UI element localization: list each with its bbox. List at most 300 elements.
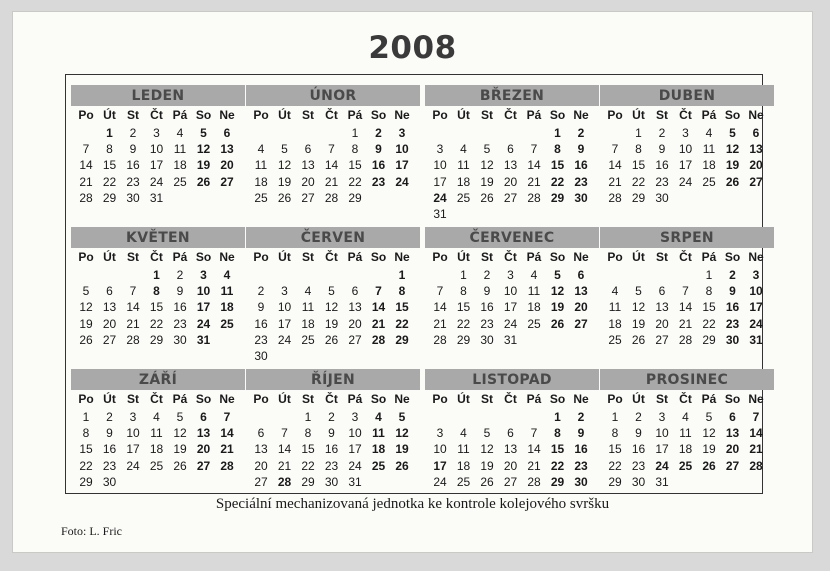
day-cell: 18: [149, 442, 164, 457]
month-name: BŘEZEN: [425, 85, 599, 106]
day-cell: 26: [725, 174, 740, 189]
day-cell: 29: [348, 190, 362, 205]
weekday-label: Čt: [150, 108, 163, 122]
day-cell: 16: [655, 158, 669, 173]
weekday-label: Pá: [347, 250, 363, 264]
weekday-label: Ne: [394, 392, 410, 406]
day-cell: 7: [436, 284, 444, 299]
day-cell: 3: [682, 126, 689, 140]
day-cell: 22: [79, 458, 93, 473]
day-cell: 12: [702, 426, 716, 441]
month-6: [246, 227, 420, 366]
day-cell: 20: [503, 458, 518, 473]
day-cell: 28: [371, 332, 386, 347]
weekday-label: Čt: [150, 392, 163, 406]
month-9: [71, 369, 245, 508]
day-cell: 10: [655, 426, 669, 441]
weekday-label: So: [370, 250, 387, 264]
weekday-label: Čt: [325, 250, 338, 264]
day-cell: 17: [655, 442, 669, 457]
day-cell: 3: [398, 126, 406, 140]
day-cell: 27: [655, 332, 669, 347]
day-cell: 26: [173, 458, 187, 473]
day-cell: 6: [658, 284, 666, 299]
day-cell: 11: [457, 442, 470, 457]
weekday-label: St: [656, 108, 668, 122]
day-cell: 1: [705, 268, 713, 282]
day-cell: 25: [456, 474, 471, 489]
month-12: [600, 369, 774, 508]
day-cell: 17: [277, 316, 292, 331]
day-cell: 21: [433, 316, 447, 331]
day-cell: 29: [149, 332, 164, 347]
day-cell: 3: [507, 268, 514, 282]
day-cell: 23: [254, 332, 268, 347]
day-cell: 17: [395, 158, 409, 173]
day-cell: 12: [480, 158, 494, 173]
month-8: [600, 227, 774, 366]
day-cell: 30: [725, 332, 740, 347]
day-cell: 24: [433, 190, 447, 205]
day-cell: 6: [729, 410, 736, 424]
day-cell: 16: [126, 158, 140, 173]
day-cell: 7: [82, 142, 90, 157]
day-cell: 18: [371, 442, 386, 457]
weekday-label: Út: [632, 392, 645, 406]
day-cell: 8: [82, 426, 90, 441]
day-cell: 19: [395, 442, 409, 457]
day-cell: 23: [725, 316, 740, 331]
day-cell: 5: [705, 410, 713, 424]
weekday-label: St: [656, 250, 668, 264]
day-cell: 22: [348, 174, 362, 189]
weekday-label: Út: [103, 250, 116, 264]
day-cell: 4: [375, 410, 382, 424]
day-cell: 1: [554, 126, 561, 140]
day-cell: 29: [608, 474, 622, 489]
day-cell: 2: [729, 268, 736, 282]
day-cell: 6: [223, 126, 231, 140]
day-cell: 2: [658, 126, 666, 140]
day-cell: 20: [254, 458, 268, 473]
day-cell: 6: [351, 284, 359, 299]
day-cell: 9: [176, 284, 184, 299]
day-cell: 1: [351, 126, 359, 140]
day-cell: 22: [550, 174, 565, 189]
weekday-label: So: [549, 392, 566, 406]
day-cell: 13: [503, 158, 518, 173]
day-cell: 11: [220, 284, 234, 299]
weekday-label: Pá: [172, 108, 188, 122]
weekday-label: St: [481, 108, 493, 122]
day-cell: 11: [679, 426, 692, 441]
day-cell: 5: [82, 284, 90, 299]
day-cell: 29: [631, 190, 646, 205]
day-cell: 21: [126, 316, 140, 331]
day-cell: 16: [254, 316, 268, 331]
day-cell: 6: [507, 142, 514, 157]
day-cell: 26: [395, 458, 409, 473]
day-cell: 15: [631, 158, 646, 173]
day-cell: 1: [554, 410, 561, 424]
day-cell: 14: [126, 300, 140, 315]
weekday-label: St: [302, 108, 314, 122]
weekday-label: Čt: [325, 392, 338, 406]
day-cell: 9: [257, 300, 265, 315]
day-cell: 4: [460, 142, 467, 157]
day-cell: 6: [577, 268, 585, 282]
month-5: [71, 227, 245, 366]
day-cell: 19: [550, 300, 565, 315]
day-cell: 25: [301, 332, 315, 347]
day-cell: 13: [749, 142, 763, 157]
day-cell: 22: [102, 174, 117, 189]
day-cell: 27: [503, 190, 518, 205]
day-cell: 25: [527, 316, 541, 331]
day-cell: 26: [196, 174, 211, 189]
day-cell: 2: [375, 126, 382, 140]
day-cell: 20: [655, 316, 669, 331]
day-cell: 28: [433, 332, 447, 347]
day-cell: 25: [220, 316, 234, 331]
day-cell: 2: [328, 410, 335, 424]
day-cell: 26: [79, 332, 93, 347]
day-cell: 27: [348, 332, 362, 347]
day-cell: 10: [503, 284, 518, 299]
day-cell: 31: [196, 332, 211, 347]
day-cell: 9: [658, 142, 666, 157]
day-cell: 14: [433, 300, 447, 315]
day-cell: 30: [126, 190, 140, 205]
day-cell: 10: [433, 442, 447, 457]
day-cell: 7: [223, 410, 231, 424]
day-cell: 30: [480, 332, 494, 347]
day-cell: 7: [752, 410, 760, 424]
day-cell: 19: [196, 158, 211, 173]
day-cell: 4: [611, 284, 619, 299]
day-cell: 27: [102, 332, 117, 347]
day-cell: 20: [749, 158, 763, 173]
day-cell: 31: [503, 332, 518, 347]
weekday-label: St: [127, 250, 139, 264]
month-name: ZÁŘÍ: [71, 369, 245, 390]
weekday-label: Ne: [748, 392, 764, 406]
weekday-label: Po: [78, 250, 94, 264]
day-cell: 13: [655, 300, 669, 315]
weekday-label: St: [127, 392, 139, 406]
day-cell: 4: [176, 126, 184, 140]
day-cell: 14: [324, 158, 339, 173]
day-cell: 15: [79, 442, 93, 457]
weekday-label: Ne: [394, 250, 410, 264]
day-cell: 19: [480, 174, 494, 189]
day-cell: 10: [126, 426, 140, 441]
day-cell: 6: [304, 142, 312, 157]
photo-caption: Speciální mechanizovaná jednotka ke kontrole kolejového svršku: [215, 496, 610, 512]
day-cell: 7: [328, 142, 335, 157]
day-cell: 25: [678, 458, 693, 473]
day-cell: 29: [102, 190, 117, 205]
day-cell: 22: [395, 316, 409, 331]
day-cell: 3: [436, 426, 444, 441]
day-cell: 14: [220, 426, 234, 441]
day-cell: 8: [351, 142, 359, 157]
day-cell: 16: [574, 442, 588, 457]
day-cell: 4: [153, 410, 160, 424]
day-cell: 23: [631, 458, 646, 473]
day-cell: 28: [220, 458, 234, 473]
day-cell: 18: [254, 174, 268, 189]
day-cell: 21: [277, 458, 292, 473]
weekday-label: Út: [457, 108, 470, 122]
day-cell: 23: [574, 458, 588, 473]
day-cell: 4: [530, 268, 538, 282]
weekday-label: St: [302, 392, 314, 406]
day-cell: 11: [173, 142, 187, 157]
day-cell: 23: [126, 174, 140, 189]
day-cell: 19: [79, 316, 93, 331]
day-cell: 22: [149, 316, 164, 331]
month-name: PROSINEC: [600, 369, 774, 390]
month-1: [71, 85, 245, 224]
day-cell: 2: [129, 126, 137, 140]
day-cell: 15: [102, 158, 117, 173]
day-cell: 3: [436, 142, 444, 157]
day-cell: 27: [574, 316, 588, 331]
day-cell: 1: [153, 268, 160, 282]
weekday-label: Po: [78, 392, 94, 406]
day-cell: 5: [200, 126, 207, 140]
day-cell: 11: [150, 426, 163, 441]
day-cell: 9: [635, 426, 642, 441]
weekday-label: Ne: [219, 392, 235, 406]
day-cell: 18: [608, 316, 622, 331]
day-cell: 16: [725, 300, 740, 315]
day-cell: 28: [79, 190, 93, 205]
day-cell: 2: [257, 284, 265, 299]
day-cell: 25: [173, 174, 187, 189]
day-cell: 10: [678, 142, 693, 157]
day-cell: 19: [480, 458, 494, 473]
day-cell: 1: [398, 268, 406, 282]
day-cell: 20: [102, 316, 117, 331]
day-cell: 20: [348, 316, 362, 331]
day-cell: 9: [577, 426, 585, 441]
day-cell: 13: [220, 142, 234, 157]
day-cell: 30: [173, 332, 187, 347]
day-cell: 19: [631, 316, 646, 331]
day-cell: 12: [79, 300, 93, 315]
day-cell: 8: [460, 284, 467, 299]
month-2: [246, 85, 420, 224]
day-cell: 23: [173, 316, 187, 331]
weekday-label: So: [370, 392, 387, 406]
day-cell: 5: [281, 142, 288, 157]
day-cell: 3: [351, 410, 359, 424]
day-cell: 16: [102, 442, 117, 457]
day-cell: 1: [82, 410, 90, 424]
weekday-label: Po: [432, 250, 448, 264]
day-cell: 18: [678, 442, 693, 457]
day-cell: 17: [678, 158, 693, 173]
day-cell: 21: [678, 316, 693, 331]
day-cell: 17: [149, 158, 164, 173]
day-cell: 17: [348, 442, 362, 457]
day-cell: 22: [702, 316, 716, 331]
day-cell: 10: [149, 142, 164, 157]
day-cell: 10: [196, 284, 211, 299]
day-cell: 15: [456, 300, 471, 315]
day-cell: 11: [527, 284, 541, 299]
weekday-label: Čt: [504, 108, 517, 122]
weekday-label: Ne: [573, 250, 589, 264]
day-cell: 10: [348, 426, 362, 441]
weekday-label: So: [549, 250, 566, 264]
day-cell: 13: [254, 442, 268, 457]
day-cell: 24: [196, 316, 211, 331]
weekday-label: Ne: [748, 250, 764, 264]
day-cell: 14: [79, 158, 93, 173]
day-cell: 24: [749, 316, 763, 331]
weekday-label: St: [481, 250, 493, 264]
day-cell: 15: [550, 442, 565, 457]
month-name: LISTOPAD: [425, 369, 599, 390]
weekday-label: Čt: [504, 250, 517, 264]
month-11: [425, 369, 599, 508]
day-cell: 20: [725, 442, 740, 457]
day-cell: 1: [304, 410, 312, 424]
day-cell: 16: [371, 158, 386, 173]
day-cell: 4: [682, 410, 689, 424]
day-cell: 29: [395, 332, 409, 347]
day-cell: 12: [550, 284, 565, 299]
day-cell: 18: [702, 158, 716, 173]
month-name: ŘÍJEN: [246, 369, 420, 390]
day-cell: 1: [635, 126, 642, 140]
day-cell: 14: [527, 442, 541, 457]
day-cell: 8: [705, 284, 713, 299]
day-cell: 2: [176, 268, 184, 282]
day-cell: 26: [324, 332, 339, 347]
day-cell: 10: [277, 300, 292, 315]
day-cell: 5: [729, 126, 736, 140]
day-cell: 22: [550, 458, 565, 473]
day-cell: 1: [611, 410, 619, 424]
day-cell: 9: [577, 142, 585, 157]
day-cell: 2: [577, 126, 585, 140]
weekday-label: Čt: [679, 392, 692, 406]
day-cell: 13: [574, 284, 588, 299]
day-cell: 28: [324, 190, 339, 205]
day-cell: 15: [301, 442, 315, 457]
month-name: KVĚTEN: [71, 227, 245, 248]
weekday-label: So: [724, 392, 741, 406]
day-cell: 21: [371, 316, 386, 331]
day-cell: 8: [106, 142, 113, 157]
day-cell: 31: [433, 207, 447, 221]
months-grid: [65, 74, 763, 494]
day-cell: 24: [503, 316, 518, 331]
day-cell: 25: [608, 332, 622, 347]
day-cell: 15: [348, 158, 362, 173]
day-cell: 11: [608, 300, 622, 315]
calendar-card: [13, 12, 812, 552]
day-cell: 5: [483, 142, 491, 157]
month-10: [246, 369, 420, 508]
day-cell: 23: [371, 174, 386, 189]
day-cell: 12: [395, 426, 409, 441]
weekday-label: Út: [457, 250, 470, 264]
day-cell: 14: [371, 300, 386, 315]
day-cell: 22: [456, 316, 471, 331]
weekday-label: Pá: [701, 250, 717, 264]
day-cell: 25: [456, 190, 471, 205]
day-cell: 12: [196, 142, 211, 157]
weekday-label: Čt: [504, 392, 517, 406]
day-cell: 1: [460, 268, 467, 282]
day-cell: 28: [678, 332, 693, 347]
day-cell: 8: [554, 426, 561, 441]
day-cell: 2: [106, 410, 113, 424]
day-cell: 20: [574, 300, 588, 315]
weekday-label: Út: [632, 250, 645, 264]
day-cell: 16: [324, 442, 339, 457]
day-cell: 12: [324, 300, 339, 315]
weekday-label: So: [724, 108, 741, 122]
day-cell: 19: [173, 442, 187, 457]
weekday-label: So: [549, 108, 566, 122]
day-cell: 12: [277, 158, 292, 173]
weekday-label: Pá: [526, 108, 542, 122]
day-cell: 2: [483, 268, 491, 282]
month-4: [600, 85, 774, 224]
day-cell: 30: [324, 474, 339, 489]
day-cell: 10: [749, 284, 763, 299]
day-cell: 28: [608, 190, 622, 205]
day-cell: 30: [631, 474, 646, 489]
day-cell: 28: [527, 474, 541, 489]
day-cell: 11: [372, 426, 385, 441]
day-cell: 2: [635, 410, 642, 424]
day-cell: 19: [277, 174, 292, 189]
day-cell: 11: [301, 300, 315, 315]
day-cell: 4: [304, 284, 312, 299]
day-cell: 26: [480, 190, 494, 205]
month-name: DUBEN: [600, 85, 774, 106]
day-cell: 31: [655, 474, 669, 489]
day-cell: 23: [574, 174, 588, 189]
day-cell: 3: [658, 410, 666, 424]
weekday-label: Út: [103, 392, 116, 406]
day-cell: 5: [554, 268, 561, 282]
day-cell: 30: [574, 190, 588, 205]
weekday-label: So: [370, 108, 387, 122]
day-cell: 18: [220, 300, 234, 315]
day-cell: 16: [480, 300, 494, 315]
day-cell: 18: [456, 458, 471, 473]
weekday-label: Ne: [394, 108, 410, 122]
weekday-label: So: [195, 250, 212, 264]
day-cell: 5: [328, 284, 335, 299]
day-cell: 9: [328, 426, 335, 441]
day-cell: 26: [631, 332, 646, 347]
day-cell: 9: [483, 284, 491, 299]
weekday-label: Po: [607, 250, 623, 264]
day-cell: 4: [705, 126, 713, 140]
day-cell: 28: [749, 458, 763, 473]
day-cell: 4: [460, 426, 467, 441]
weekday-label: Ne: [219, 108, 235, 122]
